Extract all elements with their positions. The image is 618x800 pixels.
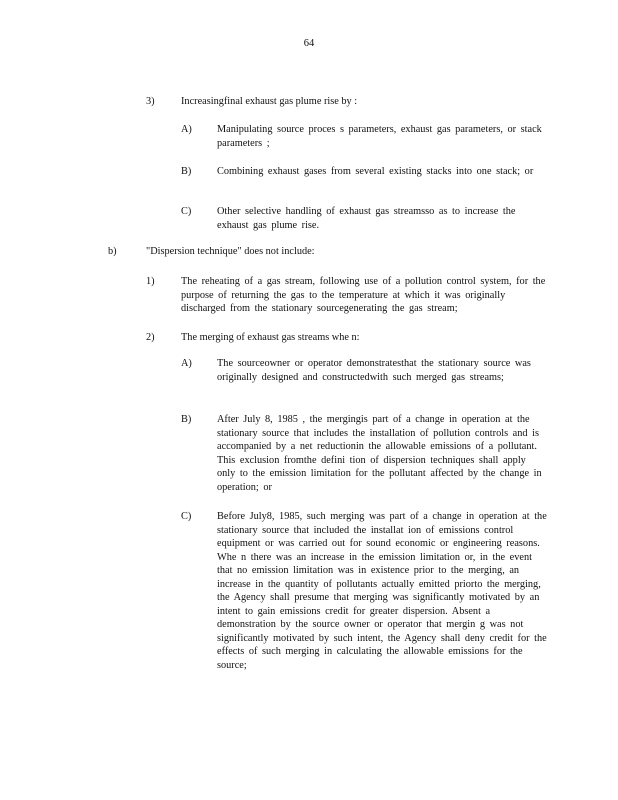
item-3b-label: B) — [181, 166, 192, 177]
section-b-text: "Dispersion technique" does not include: — [146, 246, 315, 257]
page-number: 64 — [303, 38, 315, 49]
item-b2-text: The merging of exhaust gas streams whe n: — [181, 332, 360, 343]
item-3c-label: C) — [181, 206, 192, 217]
item-3a-label: A) — [181, 124, 192, 135]
item-b2a-text: The sourceowner or operator demonstratesthat the stationary source was originally designed and constructedwith such merged gas streams; — [217, 358, 531, 383]
item-b2-label: 2) — [146, 332, 155, 343]
item-3-text: Increasingfinal exhaust gas plume rise by : — [181, 96, 358, 107]
item-b2a-label: A) — [181, 358, 192, 369]
item-b1-text: The reheating of a gas stream, following use of a pollution control system, for the purpose of returning the gas to the temperature at which it was originally discharged from the stationary sourcegenerating the gas stream; — [181, 276, 546, 314]
item-b2c-text: Before July8, 1985, such merging was part of a change in operation at the stationary source that included the installat ion of emissions control equipment or was carried out for sound economic or engineering reasons. Whe n there was an increase in the emission limitation or, in the event that no emission limitation was in existence prior to the merging, an increase in the quantity of pollutants actually emitted priorto the merging, the Agency shall presume that merging was significantly motivated by an intent to gain emissions credit for greater dispersion. Absent a demonstration by the source owner or operator that mergin g was not significantly motivated by such intent, the Agency shall deny credit for the effects of such merging in calculating the allowable emissions for the source; — [217, 511, 547, 671]
item-b2b-text: After July 8, 1985 , the mergingis part of a change in operation at the stationary source that includes the installation of pollution controls and is accompanied by a net reductionin the allowable emissions of a pollutant. This exclusion fromthe defini tion of dispersion techniques shall apply only to the emission limitation for the pollutant affected by the change in operation; or — [217, 414, 542, 493]
item-b1-label: 1) — [146, 276, 155, 287]
item-3b-text: Combining exhaust gases from several existing stacks into one stack; or — [217, 166, 534, 177]
item-3-label: 3) — [146, 96, 155, 107]
item-3c-text: Other selective handling of exhaust gas streamsso as to increase the exhaust gas plume rise. — [217, 206, 516, 231]
item-b2b-label: B) — [181, 414, 192, 425]
item-b2c-label: C) — [181, 511, 192, 522]
item-3a-text: Manipulating source proces s parameters, exhaust gas parameters, or stack parameters ; — [217, 124, 542, 149]
section-b-label: b) — [108, 246, 117, 257]
